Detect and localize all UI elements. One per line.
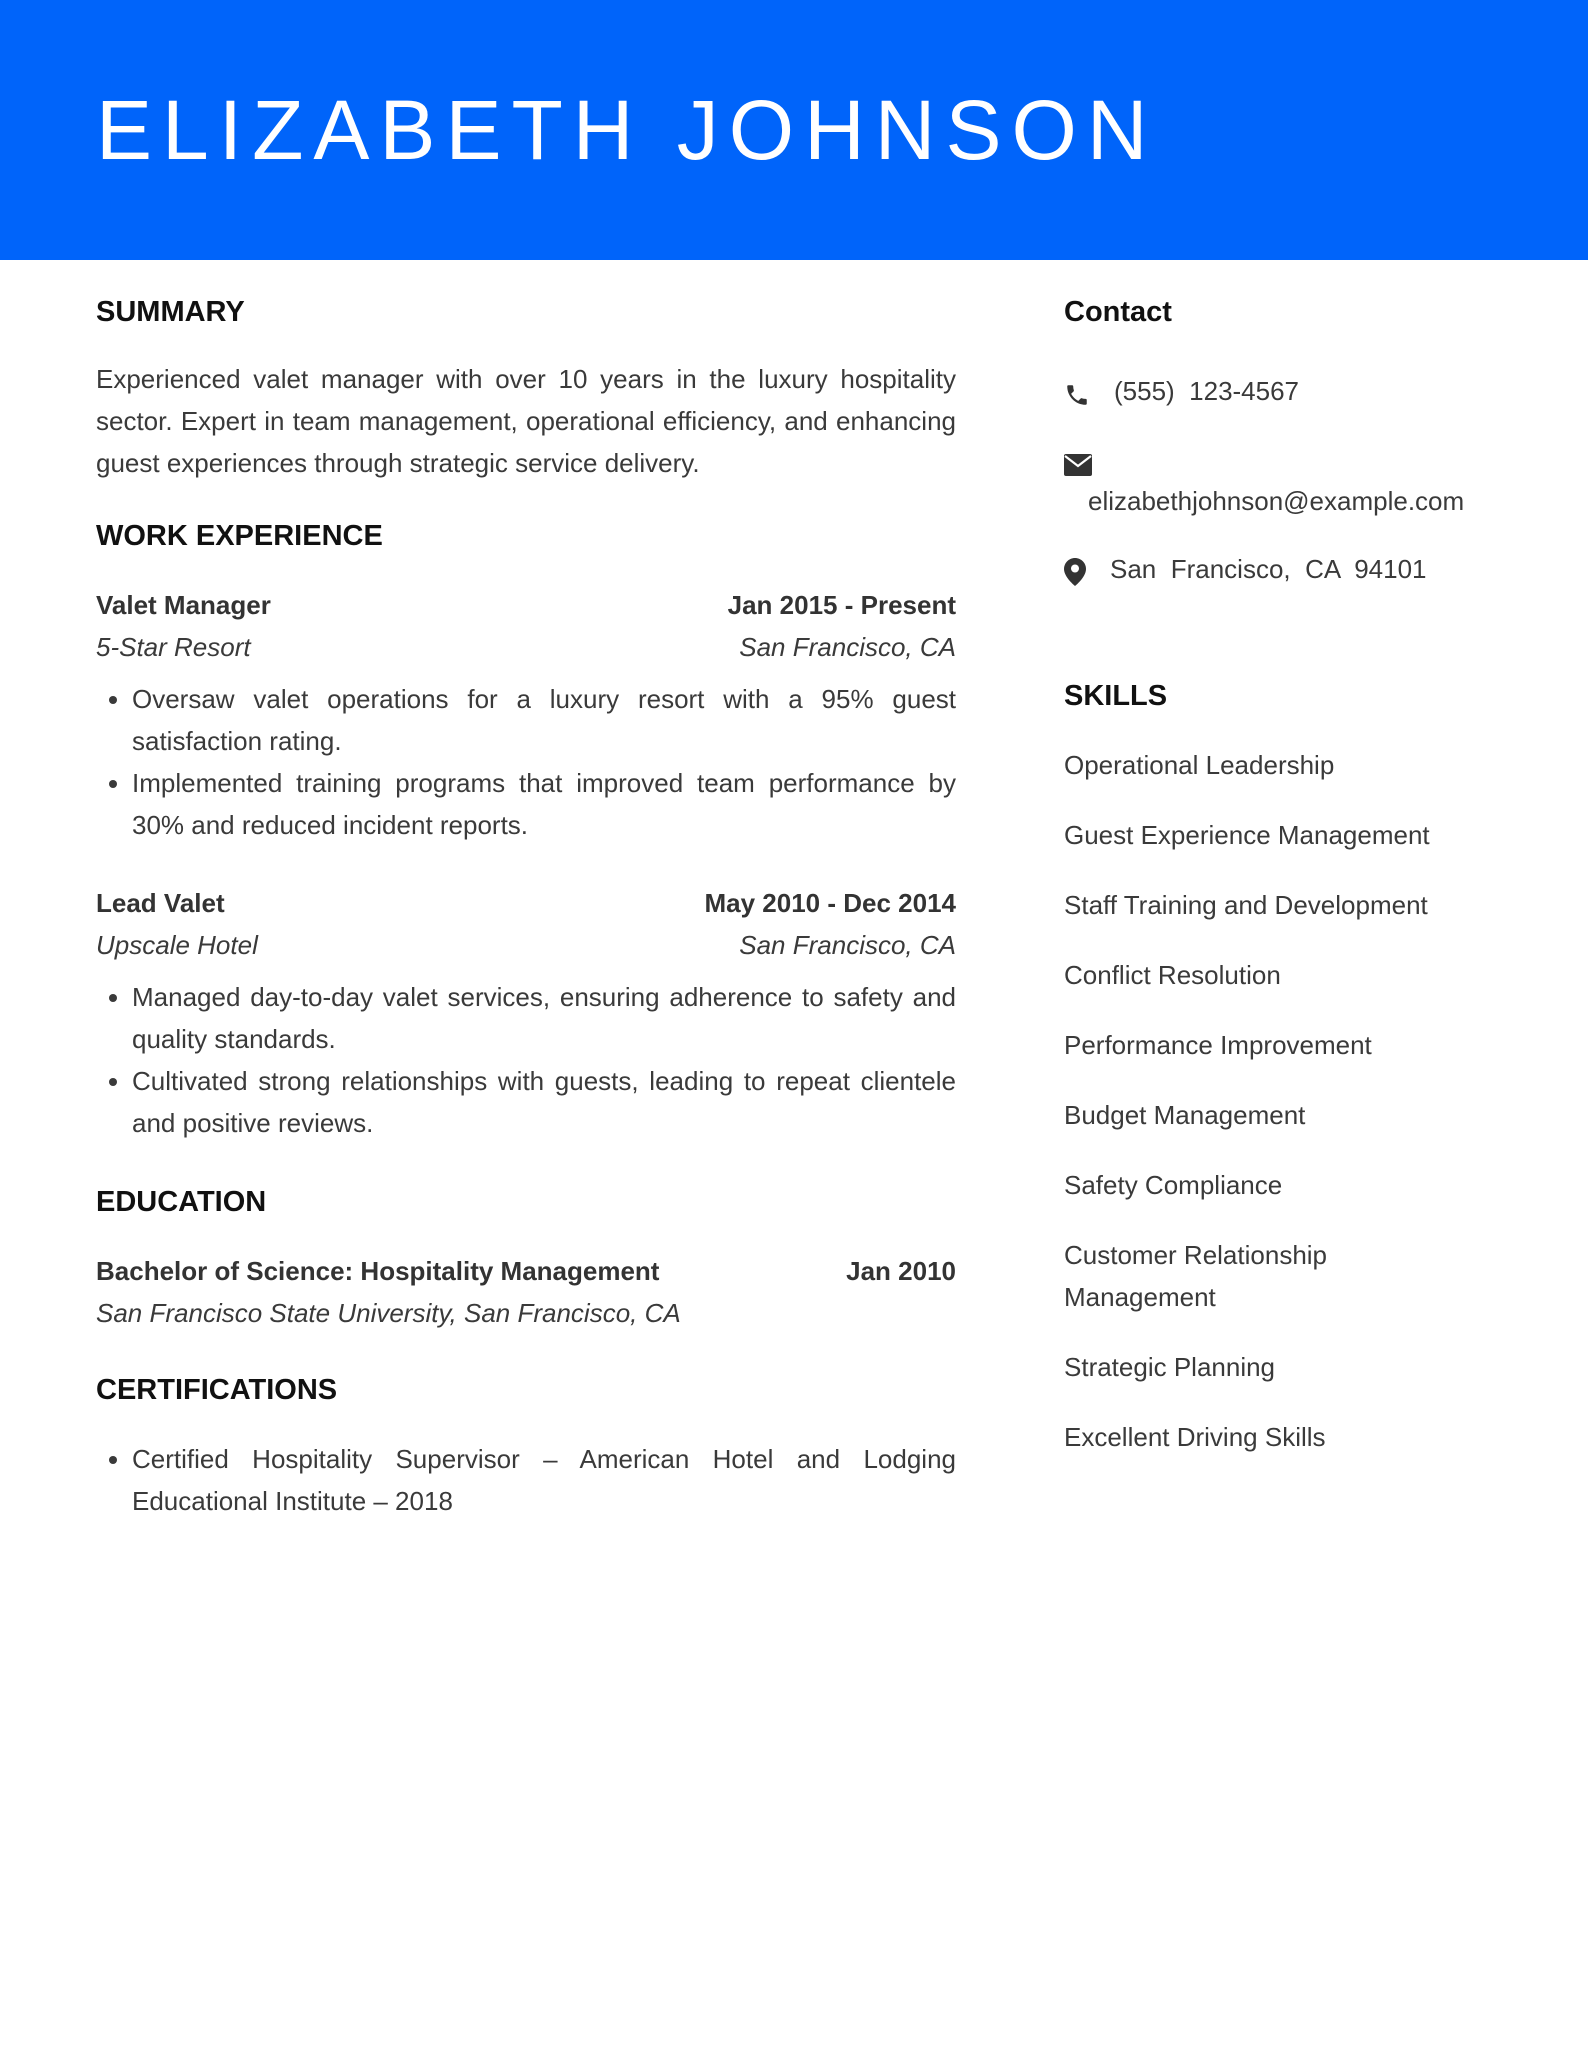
education-heading: EDUCATION bbox=[96, 1186, 267, 1218]
degree-date: Jan 2010 bbox=[846, 1256, 956, 1286]
email-address: elizabethjohnson@example.com bbox=[1088, 486, 1465, 516]
job-bullet: • Implemented training programs that improved team performance by 30% and reduced incident reports. bbox=[132, 762, 956, 846]
job-dates: May 2010 - Dec 2014 bbox=[704, 888, 956, 918]
summary-heading: SUMMARY bbox=[96, 296, 245, 328]
skill-item: Performance Improvement bbox=[1064, 1030, 1372, 1060]
skill-item: Safety Compliance bbox=[1064, 1170, 1283, 1200]
envelope-icon bbox=[1064, 446, 1094, 480]
job-bullet: • Oversaw valet operations for a luxury resort with a 95% guest satisfaction rating. bbox=[132, 678, 956, 762]
contact-email bbox=[1064, 446, 1494, 522]
job-company: Upscale Hotel bbox=[96, 930, 258, 960]
job-location: San Francisco, CA bbox=[739, 930, 956, 960]
main-column bbox=[96, 294, 956, 1522]
school: San Francisco State University, San Francisco, CA bbox=[96, 1298, 681, 1328]
degree: Bachelor of Science: Hospitality Management bbox=[96, 1256, 660, 1286]
certification-item: • Certified Hospitality Supervisor – American Hotel and Lodging Educational Institute – 2018 bbox=[132, 1438, 956, 1522]
job-role: Valet Manager bbox=[96, 590, 271, 620]
candidate-name: ELIZABETH JOHNSON bbox=[96, 83, 1158, 177]
sidebar-column bbox=[1064, 294, 1494, 1458]
header-banner bbox=[0, 0, 1588, 260]
skill-item: Operational Leadership bbox=[1064, 750, 1335, 780]
certifications-list bbox=[96, 1438, 956, 1522]
job-bullets bbox=[96, 976, 956, 1144]
skill-item: Budget Management bbox=[1064, 1100, 1306, 1130]
job-role: Lead Valet bbox=[96, 888, 225, 918]
skill-item: Strategic Planning bbox=[1064, 1352, 1276, 1382]
job-location: San Francisco, CA bbox=[739, 632, 956, 662]
skill-item: Guest Experience Management bbox=[1064, 820, 1430, 850]
contact-heading: Contact bbox=[1064, 296, 1172, 328]
skills-heading: SKILLS bbox=[1064, 680, 1168, 712]
skill-item: Excellent Driving Skills bbox=[1064, 1422, 1326, 1452]
contact-phone bbox=[1064, 370, 1494, 420]
job-bullet: • Managed day-to-day valet services, ensuring adherence to safety and quality standards. bbox=[132, 976, 956, 1060]
job-entry bbox=[96, 882, 956, 1144]
skill-item: Customer Relationship Management bbox=[1064, 1240, 1328, 1312]
map-pin-icon bbox=[1064, 548, 1088, 598]
phone-icon bbox=[1064, 370, 1094, 420]
certifications-heading: CERTIFICATIONS bbox=[96, 1374, 338, 1406]
job-entry bbox=[96, 584, 956, 846]
job-dates: Jan 2015 - Present bbox=[727, 590, 956, 620]
contact-location bbox=[1064, 548, 1494, 598]
summary-text: Experienced valet manager with over 10 years in the luxury hospitality sector. Expert in team management, operational efficiency, and enhancing guest experiences through strategic service delivery. bbox=[96, 364, 956, 478]
skill-item: Conflict Resolution bbox=[1064, 960, 1281, 990]
phone-number: (555) 123-4567 bbox=[1114, 376, 1300, 406]
job-bullet: • Cultivated strong relationships with guests, leading to repeat clientele and positive reviews. bbox=[132, 1060, 956, 1144]
skills-list bbox=[1064, 744, 1494, 1458]
job-bullets bbox=[96, 678, 956, 846]
job-company: 5-Star Resort bbox=[96, 632, 251, 662]
skill-item: Staff Training and Development bbox=[1064, 890, 1428, 920]
work-experience-heading: WORK EXPERIENCE bbox=[96, 520, 383, 552]
education-entry bbox=[96, 1250, 956, 1334]
location-text: San Francisco, CA 94101 bbox=[1110, 554, 1427, 584]
